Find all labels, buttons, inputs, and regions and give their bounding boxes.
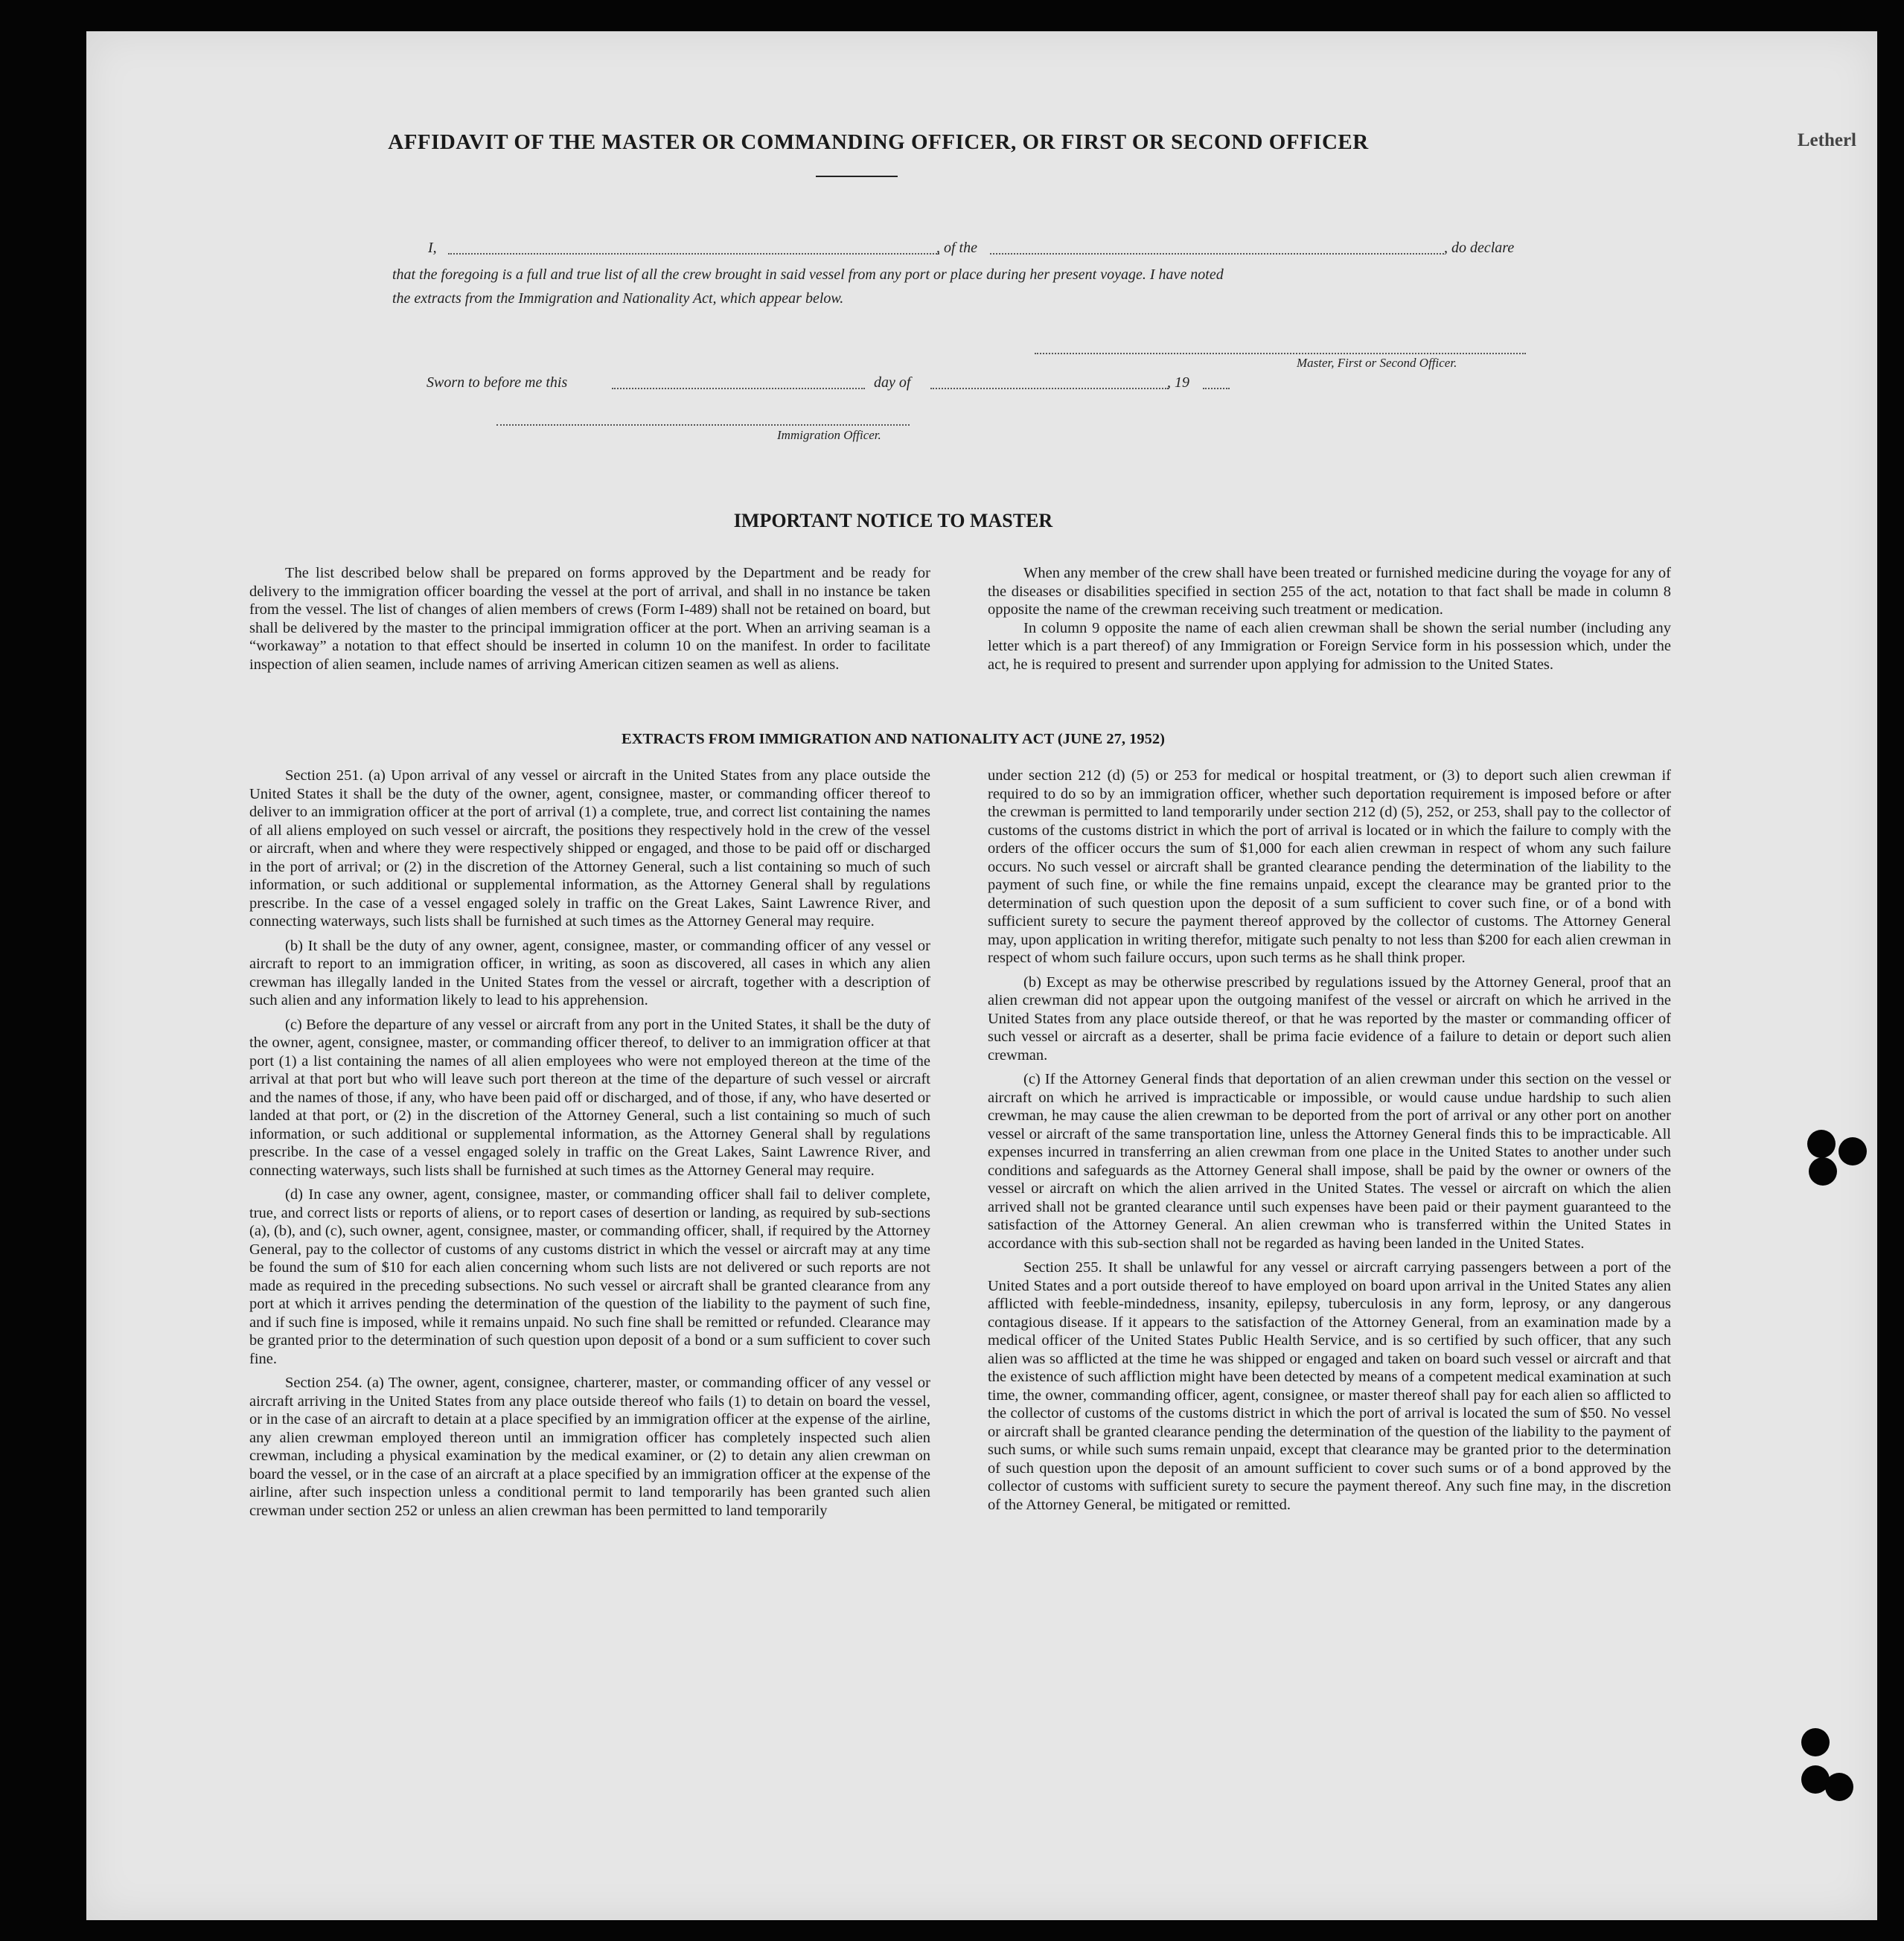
notice-right-paragraph-1: When any member of the crew shall have been treated or furnished medicine during the voyage for any of the diseases or disabilities specified in section 255 of the act, notation to that fact shall be made in column 8 opposite the name of the crewman receiving such treatment or medication. (988, 565, 1671, 618)
vessel-field[interactable] (990, 253, 1444, 255)
declaration-line-3: the extracts from the Immigration and Nationality Act, which appear below. (392, 290, 844, 307)
notice-left-paragraph: The list described below shall be prepared on forms approved by the Department and be ready for delivery to the immigration officer boarding the vessel at the port of arrival, and shall in no instance be taken from the vessel. The list of changes of alien members of crews (Form I-489) shall not be retained on board, but shall be delivered by the master to the principal immigration officer at the port. When an arriving seaman is a “workaway” a notation to that effect should be inserted in column 10 on the manifest. In order to facilitate inspection of alien seamen, include names of arriving American citizen seamen as well as aliens. (249, 565, 930, 673)
extracts-right-column (988, 767, 1671, 1520)
punch-hole (1801, 1728, 1830, 1756)
punch-hole (1838, 1137, 1867, 1165)
declaration-do-declare: , do declare (1444, 240, 1515, 256)
title-rule (816, 176, 898, 177)
section-254-b: (b) Except as may be otherwise prescribed by regulations issued by the Attorney General, proof that an alien crewman did not appear upon the outgoing manifest of the vessel or aircraft on which he arrived in the United States from any place outside thereof, or that he was reported by the master or commanding officer of such vessel or aircraft as a deserter, shall be prima facie evidence of a failure to detain or deport such alien crewman. (988, 973, 1671, 1064)
sworn-year-field[interactable] (1203, 388, 1230, 389)
notice-left-column (249, 564, 930, 679)
declaration-i: I, (428, 240, 437, 256)
notice-right-column (988, 564, 1671, 679)
name-field[interactable] (448, 253, 939, 255)
extracts-left-column (249, 767, 930, 1526)
affidavit-title: AFFIDAVIT OF THE MASTER OR COMMANDING OFFICER, OR FIRST OR SECOND OFFICER (388, 130, 1369, 154)
section-254-a-continued: under section 212 (d) (5) or 253 for medical or hospital treatment, or (3) to deport such alien crewman if required to do so by an immigration officer, whether such deportation requirement is imposed before or after the crewman is permitted to land temporarily under section 212 (d) (5), 252, or 253, shall pay to the collector of customs of the customs district in which the port of arrival is located or in which the failure to comply with the orders of the officer occurs the sum of $1,000 for each alien crewman in respect of whom any such failure occurs. No such vessel or aircraft shall be granted clearance pending the determination of the liability to the payment of such fine, or while the fine remains unpaid, except the clearance may be granted prior to the determination of such question upon the deposit of a sum sufficient to cover such fine, or of a bond with sufficient surety to secure the payment thereof approved by the collector of customs. The Attorney General may, upon application in writing therefor, mitigate such penalty to not less than $200 for each alien crewman in respect of whom such failure occurs, upon such terms as he shall think proper. (988, 767, 1671, 966)
section-255: Section 255. It shall be unlawful for any vessel or aircraft carrying passengers between a port of the United States and a port outside thereof to have employed on board upon arrival in the United States any alien afflicted with feeble-mindedness, insanity, epilepsy, tuberculosis in any form, leprosy, or any dangerous contagious disease. If it appears to the satisfaction of the Attorney General, from an examination made by a medical officer of the United States Public Health Service, and is so certified by such officer, that any such alien was so afflicted at the time he was shipped or engaged and taken on board such vessel or aircraft and that the existence of such affliction might have been detected by means of a competent medical examination at such time, the owner, commanding officer, agent, consignee, or master thereof shall pay for each alien so afflicted to the collector of customs of the customs district in which the port of arrival is located the sum of $50. No vessel or aircraft shall be granted clearance pending the determination of the question of the liability to the payment of such sums, or while such sums remain unpaid, except that clearance may be granted prior to the determination of such question upon the deposit of an amount sufficient to cover such sums or of a bond approved by the collector of customs with sufficient surety to secure the payment thereof. Any such fine may, in the discretion of the Attorney General, be mitigated or remitted. (988, 1259, 1671, 1513)
section-251-a: Section 251. (a) Upon arrival of any vessel or aircraft in the United States from any place outside the United States it shall be the duty of the owner, agent, consignee, master, or commanding officer thereof to deliver to an immigration officer at the port of arrival (1) a complete, true, and correct list containing the names of all aliens employed on such vessel or aircraft, the positions they respectively hold in the crew of the vessel or aircraft, when and where they were respectively shipped or engaged, and those to be paid off or discharged in the port of arrival; or (2) in the discretion of the Attorney General, such a list containing so much of such information, or such additional or supplemental information, as the Attorney General shall by regulations prescribe. In the case of a vessel engaged solely in traffic on the Great Lakes, Saint Lawrence River, and connecting waterways, such lists shall be furnished at such times as the Attorney General may require. (249, 767, 930, 930)
immigration-officer-signature-field[interactable] (496, 424, 910, 426)
punch-hole (1807, 1130, 1836, 1158)
section-251-d: (d) In case any owner, agent, consignee, master, or commanding officer shall fail to deliver complete, true, and correct lists or reports of aliens, or to report cases of desertion or landing, as required by sub-sections (a), (b), and (c), such owner, agent, consignee, master, or commanding officer, shall, if required by the Attorney General, pay to the collector of customs of any customs district in which the vessel or aircraft may at any time be found the sum of $10 for each alien concerning whom such lists are not delivered or such reports are not made as required in the preceding subsections. No such vessel or aircraft shall be granted clearance from any port at which it arrives pending the determination of the question of the liability to the payment of such fine, and if such fine is imposed, while it remains unpaid. No such fine shall be remitted or refunded. Clearance may be granted prior to the determination of such question upon deposit of a bond or a sum sufficient to cover such fine. (249, 1186, 930, 1367)
section-251-b: (b) It shall be the duty of any owner, agent, consignee, master, or commanding officer of any vessel or aircraft to report to an immigration officer, in writing, as soon as discovered, all cases in which any alien crewman has illegally landed in the United States from the vessel or aircraft, together with a description of such alien and any information likely to lead to his apprehension. (249, 937, 930, 1008)
sworn-prefix: Sworn to before me this (427, 374, 568, 391)
punch-hole (1825, 1773, 1853, 1801)
punch-hole (1809, 1157, 1837, 1186)
signature-caption: Master, First or Second Officer. (1297, 356, 1457, 370)
sworn-date-field[interactable] (612, 388, 865, 389)
extracts-title: EXTRACTS FROM IMMIGRATION AND NATIONALITY ACT (JUNE 27, 1952) (622, 731, 1165, 747)
section-254-a: Section 254. (a) The owner, agent, consignee, charterer, master, or commanding officer of any vessel or aircraft arriving in the United States from any place outside thereof who fails (1) to detain on board the vessel, or in the case of an aircraft to detain at a place specified by an immigration officer at the expense of the airline, any alien crewman employed thereon until an immigration officer has completely inspected such alien crewman, including a physical examination by the medical examiner, or (2) to detain any alien crewman on board the vessel, or in the case of an aircraft at a place specified by an immigration officer at the expense of the airline, after such inspection unless a conditional permit to land temporarily has been granted such alien crewman under section 252 or unless an alien crewman has been permitted to land temporarily (249, 1375, 930, 1519)
master-signature-field[interactable] (1035, 353, 1526, 354)
notice-title: IMPORTANT NOTICE TO MASTER (733, 510, 1053, 531)
bleed-through-text: Letherl (1797, 130, 1856, 150)
declaration-of-the: , of the (936, 240, 977, 256)
sworn-day-of: day of (874, 374, 911, 391)
sworn-year: , 19 (1167, 374, 1189, 391)
declaration-line-2: that the foregoing is a full and true list of all the crew brought in said vessel from any port or place during her present voyage. I have noted (392, 266, 1224, 283)
officer-caption: Immigration Officer. (777, 428, 881, 442)
section-251-c: (c) Before the departure of any vessel or aircraft from any port in the United States, it shall be the duty of the owner, agent, consignee, master, or commanding officer thereof, to deliver to an immigration officer at that port (1) a list containing the names of all alien employees who were not employed thereon at the time of the arrival at that port but who will leave such port thereon at the time of the departure of such vessel or aircraft and the names of those, if any, who have been paid off or discharged, and of those, if any, who have deserted or landed at that port, or (2) in the discretion of the Attorney General, such a list containing so much of such information, or such additional or supplemental information, as the Attorney General shall by regulations prescribe. In the case of a vessel engaged solely in traffic on the Great Lakes, Saint Lawrence River, and connecting waterways, such lists shall be furnished at such times as the Attorney General may require. (249, 1016, 930, 1179)
section-254-c: (c) If the Attorney General finds that deportation of an alien crewman under this section on the vessel or aircraft on which he arrived is impracticable or impossible, or would cause undue hardship to such alien crewman, he may cause the alien crewman to be deported from the port of arrival or any other port on another vessel or aircraft of the same transportation line, unless the Attorney General finds this to be impracticable. All expenses incurred in transferring an alien crewman from one place in the United States to another under such conditions and safeguards as the Attorney General shall impose, shall be paid by the owner or owners of the vessel or aircraft on which the alien arrived in the United States. The vessel or aircraft on which the alien arrived shall not be granted clearance until such expenses have been paid or their payment guaranteed to the satisfaction of the Attorney General. An alien crewman who is transferred within the United States in accordance with this sub-section shall not be regarded as having been landed in the United States. (988, 1071, 1671, 1252)
notice-right-paragraph-2: In column 9 opposite the name of each alien crewman shall be shown the serial number (including any letter which is a part thereof) of any Immigration or Foreign Service form in his possession which, under the act, he is required to present and surrender upon applying for admission to the United States. (988, 619, 1671, 673)
sworn-month-field[interactable] (930, 388, 1169, 389)
